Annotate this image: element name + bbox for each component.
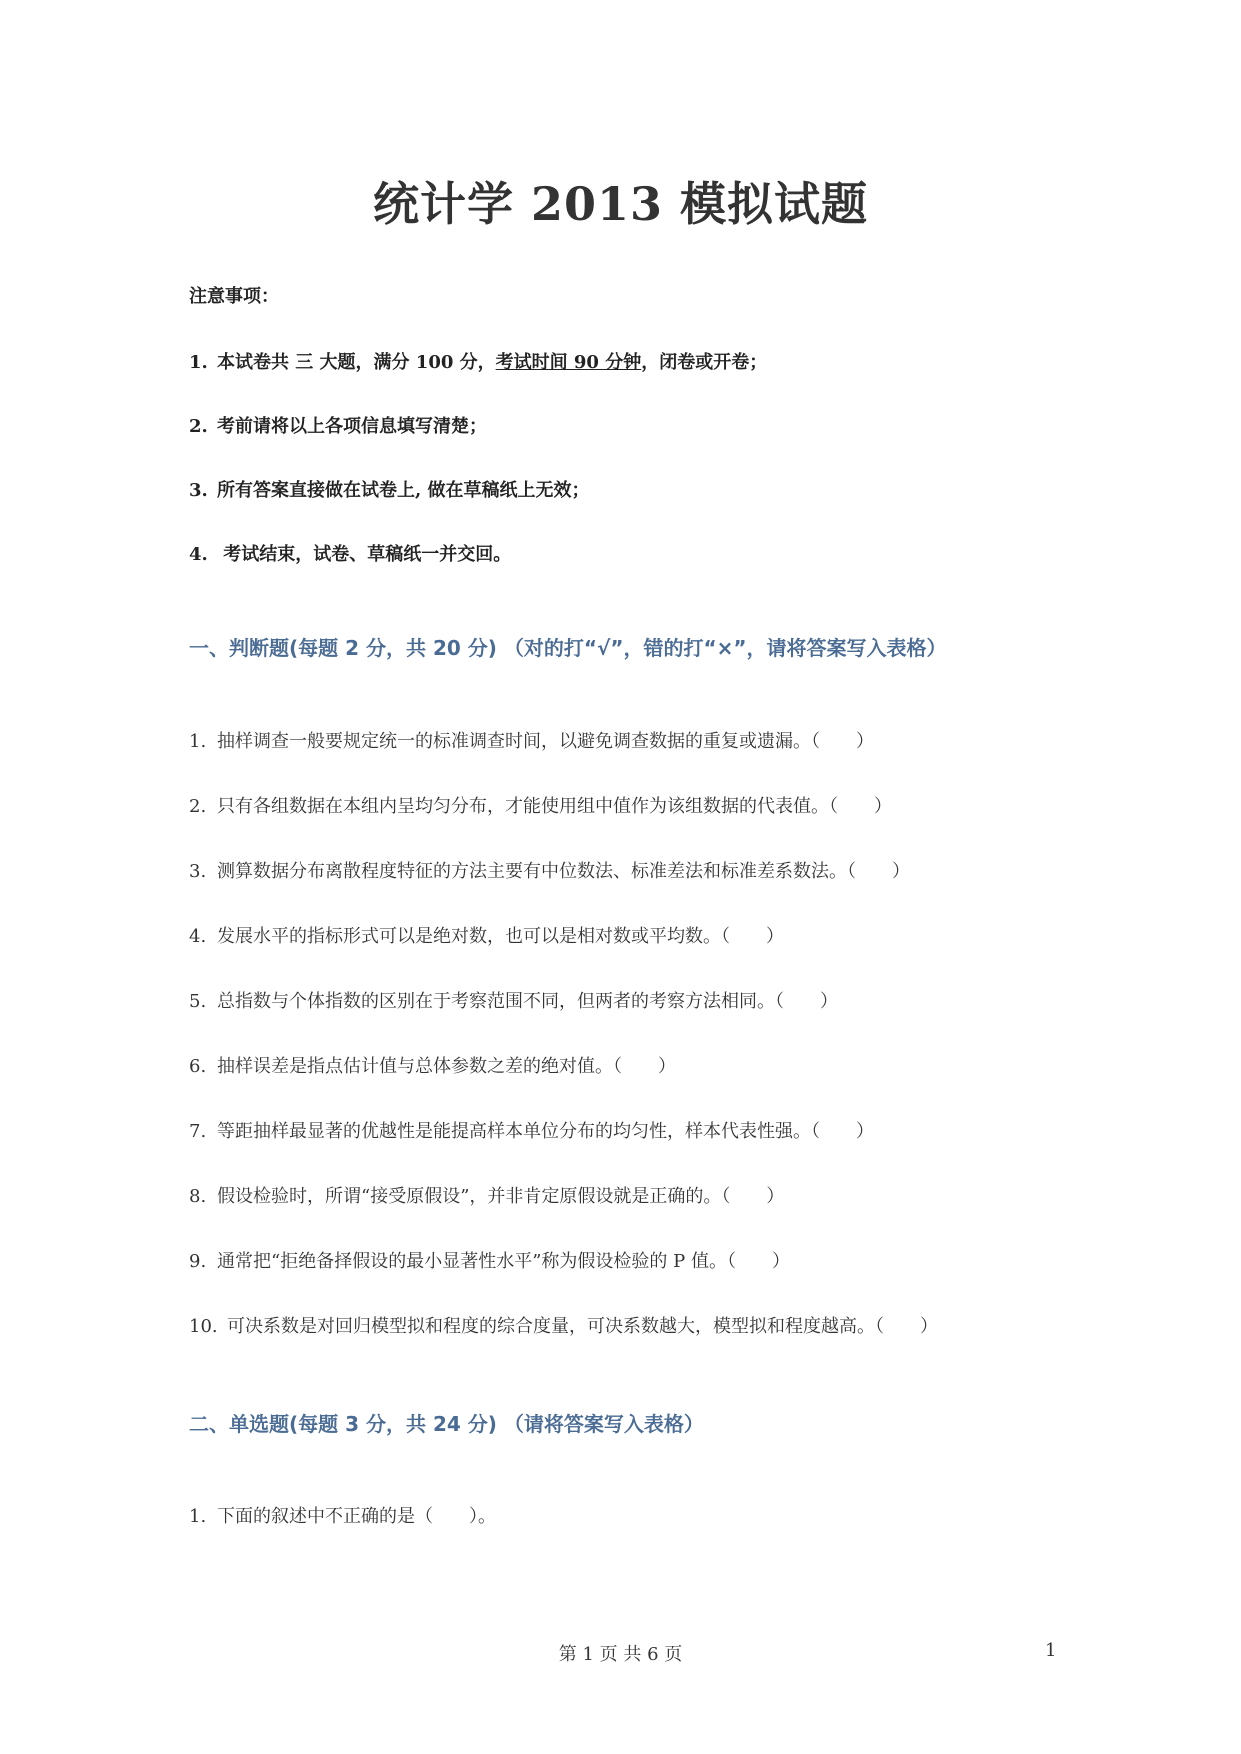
notice-item-number: 2. [189,416,208,437]
notice-item-number: 1. [189,352,208,373]
judgement-question-7 [189,1117,874,1143]
judgement-question-3 [189,857,910,883]
question-text: 可决系数是对回归模型拟和程度的综合度量，可决系数越大，模型拟和程度越高。（ ） [227,1316,938,1337]
judgement-question-1 [189,727,874,753]
choice-question-1 [189,1502,496,1528]
page-footer: 第 1 页 共 6 页 [558,1644,683,1665]
question-text: 发展水平的指标形式可以是绝对数，也可以是相对数或平均数。（ ） [217,926,784,947]
question-number: 5. [189,991,207,1012]
question-number: 4. [189,926,207,947]
judgement-question-2 [189,792,892,818]
page-number: 1 [1045,1640,1057,1661]
question-text: 通常把“拒绝备择假设的最小显著性水平”称为假设检验的 P 值。（ ） [217,1251,790,1272]
notice-item-text: 考试结束，试卷、草稿纸一并交回。 [217,544,512,565]
page-title: 统计学 2013 模拟试题 [372,177,869,231]
question-text: 总指数与个体指数的区别在于考察范围不同，但两者的考察方法相同。（ ） [217,991,838,1012]
question-number: 1. [189,731,207,752]
judgement-question-10 [189,1312,938,1338]
question-text: 下面的叙述中不正确的是（ ）。 [217,1506,496,1527]
question-number: 10. [189,1316,218,1337]
section-heading-single-choice: 二、单选题(每题 3 分，共 24 分) （请将答案写入表格） [189,1412,704,1436]
notice-item-2 [189,412,487,438]
question-text: 抽样误差是指点估计值与总体参数之差的绝对值。（ ） [217,1056,676,1077]
notice-item-3 [189,476,590,502]
exam-time-underlined: 考试时间 90 分钟 [495,352,642,373]
judgement-question-9 [189,1247,790,1273]
notice-item-text: 考前请将以上各项信息填写清楚； [217,416,487,437]
judgement-question-8 [189,1182,784,1208]
question-text: 测算数据分布离散程度特征的方法主要有中位数法、标准差法和标准差系数法。（ ） [217,861,910,882]
question-number: 7. [189,1121,207,1142]
question-number: 6. [189,1056,207,1077]
question-number: 1. [189,1506,207,1527]
notice-item-text: 本试卷共 三 大题，满分 100 分， [217,352,496,373]
section-heading-judgement: 一、判断题(每题 2 分，共 20 分) （对的打“√”，错的打“×”，请将答案写入表格） [189,636,947,660]
notice-item-text: ，闭卷或开卷； [641,352,768,373]
notice-item-number: 3. [189,480,208,501]
question-text: 只有各组数据在本组内呈均匀分布，才能使用组中值作为该组数据的代表值。（ ） [217,796,892,817]
question-text: 等距抽样最显著的优越性是能提高样本单位分布的均匀性，样本代表性强。（ ） [217,1121,874,1142]
question-number: 3. [189,861,207,882]
notice-item-1 [189,348,767,374]
judgement-question-6 [189,1052,676,1078]
question-text: 假设检验时，所谓“接受原假设”，并非肯定原假设就是正确的。（ ） [217,1186,785,1207]
question-number: 2. [189,796,207,817]
notice-item-number: 4. [189,544,208,565]
question-text: 抽样调查一般要规定统一的标准调查时间，以避免调查数据的重复或遗漏。（ ） [217,731,874,752]
judgement-question-4 [189,922,784,948]
notice-item-text: 所有答案直接做在试卷上, 做在草稿纸上无效； [217,480,590,501]
notice-heading: 注意事项： [189,286,279,307]
notice-item-4 [189,540,511,566]
question-number: 9. [189,1251,207,1272]
question-number: 8. [189,1186,207,1207]
judgement-question-5 [189,987,838,1013]
